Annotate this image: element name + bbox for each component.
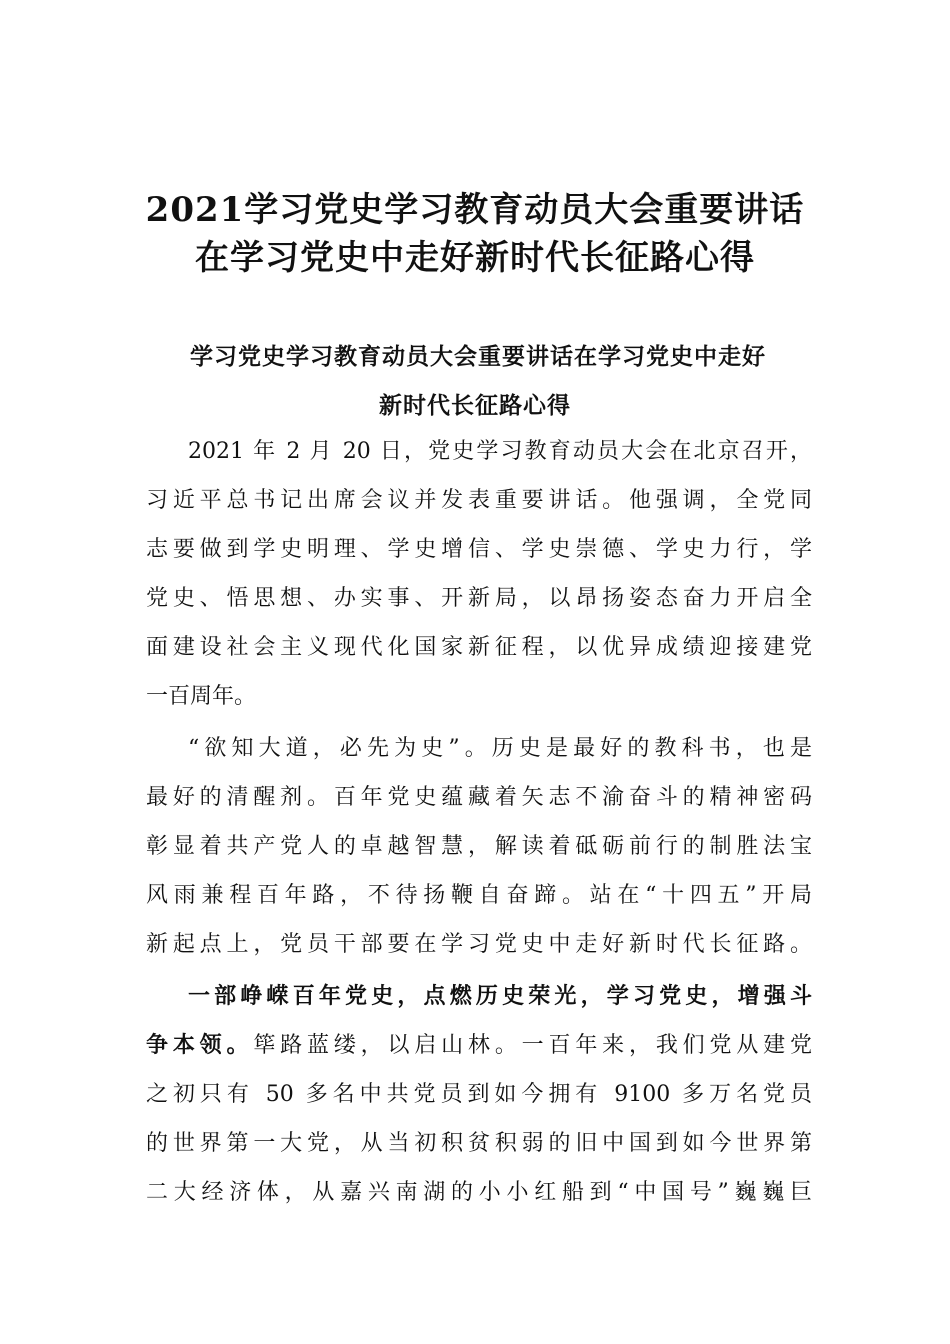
paragraph-2-line-1: “欲知大道，必先为史”。历史是最好的教科书，也是 xyxy=(188,736,812,761)
paragraph-1-line-1: 2021 年 2 月 20 日，党史学习教育动员大会在北京召开， xyxy=(188,439,812,464)
paragraph-1-line-5: 面建设社会主义现代化国家新征程，以优异成绩迎接建党 xyxy=(146,635,812,660)
paragraph-3-line-1 xyxy=(188,983,812,1011)
paragraph-3-line-5: 二大经济体，从嘉兴南湖的小小红船到“中国号”巍巍巨 xyxy=(146,1180,812,1205)
paragraph-3-line-2 xyxy=(146,1032,812,1060)
paragraph-3-heading-part-1: 一部峥嵘百年党史，点燃历史荣光，学习党史，增强斗 xyxy=(188,984,812,1009)
paragraph-3-heading-part-2: 争本领。 xyxy=(146,1033,254,1058)
subtitle-line-1: 学习党史学习教育动员大会重要讲话在学习党史中走好 xyxy=(190,344,766,370)
subtitle-line-2: 新时代长征路心得 xyxy=(379,393,571,419)
paragraph-1-line-4: 党史、悟思想、办实事、开新局，以昂扬姿态奋力开启全 xyxy=(146,586,812,611)
paragraph-3-line-4: 的世界第一大党，从当初积贫积弱的旧中国到如今世界第 xyxy=(146,1131,812,1156)
paragraph-1-line-6: 一百周年。 xyxy=(146,684,257,709)
paragraph-2-line-2: 最好的清醒剂。百年党史蕴藏着矢志不渝奋斗的精神密码 xyxy=(146,785,812,810)
paragraph-3-line-3: 之初只有 50 多名中共党员到如今拥有 9100 多万名党员 xyxy=(146,1082,812,1107)
paragraph-1-line-2: 习近平总书记出席会议并发表重要讲话。他强调，全党同 xyxy=(146,488,812,513)
paragraph-2-line-3: 彰显着共产党人的卓越智慧，解读着砥砺前行的制胜法宝 xyxy=(146,834,812,859)
paragraph-2-line-5: 新起点上，党员干部要在学习党史中走好新时代长征路。 xyxy=(146,932,812,957)
document-title-line-1: 2021学习党史学习教育动员大会重要讲话 xyxy=(145,190,805,230)
paragraph-3-line-2-text: 筚路蓝缕，以启山林。一百年来，我们党从建党 xyxy=(253,1033,812,1058)
paragraph-2-line-4: 风雨兼程百年路，不待扬鞭自奋蹄。站在“十四五”开局 xyxy=(146,883,812,908)
document-title-line-2: 在学习党史中走好新时代长征路心得 xyxy=(195,238,755,278)
paragraph-1-line-3: 志要做到学史明理、学史增信、学史崇德、学史力行，学 xyxy=(146,537,812,562)
